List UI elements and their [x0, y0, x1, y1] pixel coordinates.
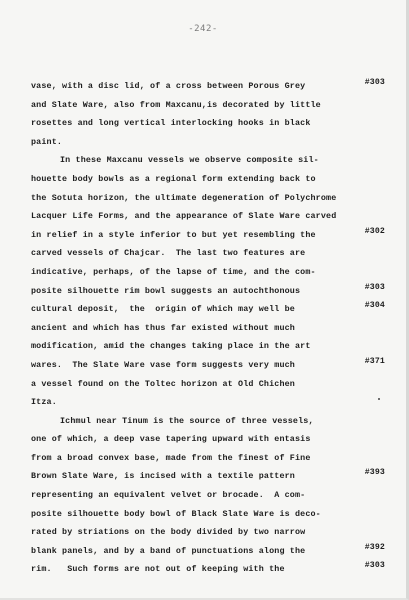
line-text: cultural deposit, the origin of which may well be [31, 304, 295, 315]
text-line [31, 356, 385, 375]
text-line [31, 319, 379, 338]
line-text: rim. Such forms are not out of keeping with the [31, 564, 285, 575]
line-text: vase, with a disc lid, of a cross between Porous Grey [31, 81, 306, 91]
line-text: Brown Slate Ware, is incised with a textile pattern [31, 471, 295, 482]
text-line [31, 96, 379, 115]
text-line [31, 263, 379, 282]
text-line [31, 244, 379, 263]
line-text: carved vessels of Chajcar. The last two features are [31, 248, 306, 259]
line-text: wares. The Slate Ware vase form suggests very much [31, 359, 295, 370]
line-text: Lacquer Life Forms, and the appearance of Slate Ware carved [31, 211, 337, 222]
text-line [31, 207, 379, 226]
text-line [31, 282, 385, 301]
line-text: rosettes and long vertical interlocking hooks in black [31, 118, 311, 129]
catalog-reference: #393 [364, 468, 385, 478]
line-text: Ichmul near Tinum is the source of three vessels, [60, 415, 314, 426]
line-text: indicative, perhaps, of the lapse of time, and the com- [31, 266, 316, 277]
line-text: the Sotuta horizon, the ultimate degeneration of Polychrome [31, 192, 337, 203]
text-line [31, 560, 385, 579]
text-line [31, 412, 379, 431]
line-text: one of which, a deep vase tapering upward with entasis [31, 434, 311, 445]
text-line [31, 375, 379, 394]
document-body [31, 77, 385, 579]
line-text: representing an equivalent velvet or brocade. A com- [31, 490, 306, 501]
text-line [31, 133, 379, 152]
text-line [31, 151, 379, 170]
text-line [31, 114, 379, 133]
catalog-reference: #302 [364, 226, 385, 236]
page-number: -242- [188, 24, 218, 34]
line-text: paint. [31, 136, 63, 147]
catalog-reference: #371 [364, 356, 385, 366]
line-text: blank panels, and by a band of punctuations along the [31, 545, 306, 556]
catalog-reference: #303 [364, 561, 385, 571]
line-text: Itza. [31, 397, 57, 408]
line-text: a vessel found on the Toltec horizon at Old Chichen [31, 378, 295, 389]
text-line [31, 226, 385, 245]
text-line [31, 486, 379, 505]
line-text: modification, amid the changes taking place in the art [31, 341, 311, 352]
line-text: from a broad convex base, made from the finest of Fine [31, 452, 311, 463]
line-text: and Slate Ware, also from Maxcanu,is decorated by little [31, 99, 321, 110]
catalog-reference: #303 [364, 78, 385, 87]
text-line [31, 430, 379, 449]
line-text: rated by striations on the body divided by two narrow [31, 527, 306, 538]
line-text: ancient and which has thus far existed without much [31, 322, 295, 333]
line-text: in relief in a style inferior to but yet resembling the [31, 229, 316, 240]
line-text: houette body bowls as a regional form extending back to [31, 173, 316, 184]
catalog-reference: #303 [364, 282, 385, 292]
text-line [31, 449, 379, 468]
text-line [31, 300, 385, 319]
line-text: In these Maxcanu vessels we observe composite sil- [60, 155, 319, 166]
text-line [31, 170, 379, 189]
catalog-reference: #304 [364, 301, 385, 311]
line-text: posite silhouette body bowl of Black Slate Ware is deco- [31, 508, 321, 519]
text-line [31, 505, 379, 524]
catalog-reference: #392 [364, 542, 385, 552]
text-line [31, 393, 379, 412]
text-line [31, 523, 379, 542]
text-line [31, 467, 385, 486]
text-line [31, 77, 385, 96]
text-line [31, 542, 385, 561]
text-line [31, 189, 379, 208]
scan-speck [378, 398, 380, 400]
text-line [31, 337, 379, 356]
line-text: posite silhouette rim bowl suggests an autochthonous [31, 285, 301, 296]
